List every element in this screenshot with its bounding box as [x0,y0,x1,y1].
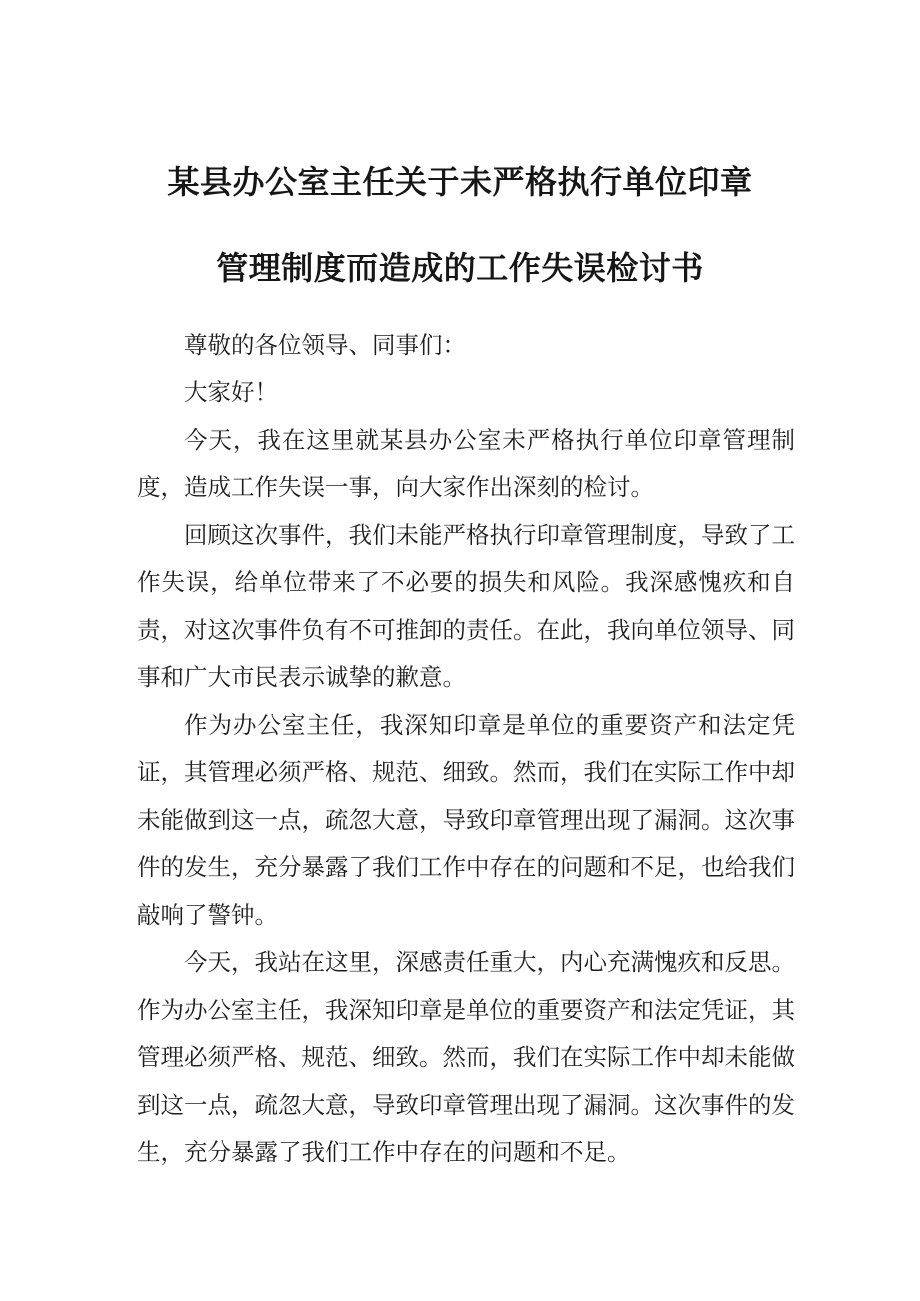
body-paragraph: 今天，我在这里就某县办公室未严格执行单位印章管理制度，造成工作失误一事，向大家作出深刻的检讨。 [137,427,795,502]
body-paragraph: 回顾这次事件，我们未能严格执行印章管理制度，导致了工作失误，给单位带来了不必要的损失和风险。我深感愧疚和自责，对这次事件负有不可推卸的责任。在此，我向单位领导、同事和广大市民表示诚挚的歉意。 [137,522,795,692]
document-body [137,323,795,1178]
document-title-line-1: 某县办公室主任关于未严格执行单位印章 [167,164,753,201]
body-paragraph: 今天，我站在这里，深感责任重大，内心充满愧疚和反思。作为办公室主任，我深知印章是单位的重要资产和法定凭证，其管理必须严格、规范、细致。然而，我们在实际工作中却未能做到这一点，疏忽大意，导致印章管理出现了漏洞。这次事件的发生，充分暴露了我们工作中存在的问题和不足。 [137,950,795,1167]
body-paragraph: 作为办公室主任，我深知印章是单位的重要资产和法定凭证，其管理必须严格、规范、细致。然而，我们在实际工作中却未能做到这一点，疏忽大意，导致印章管理出现了漏洞。这次事件的发生，充分暴露了我们工作中存在的问题和不足，也给我们敲响了警钟。 [137,712,795,929]
document-title-line-2: 管理制度而造成的工作失误检讨书 [216,250,704,287]
greeting-paragraph: 大家好！ [184,380,278,407]
salutation-paragraph: 尊敬的各位领导、同事们： [184,332,466,359]
document-title [0,21,920,311]
